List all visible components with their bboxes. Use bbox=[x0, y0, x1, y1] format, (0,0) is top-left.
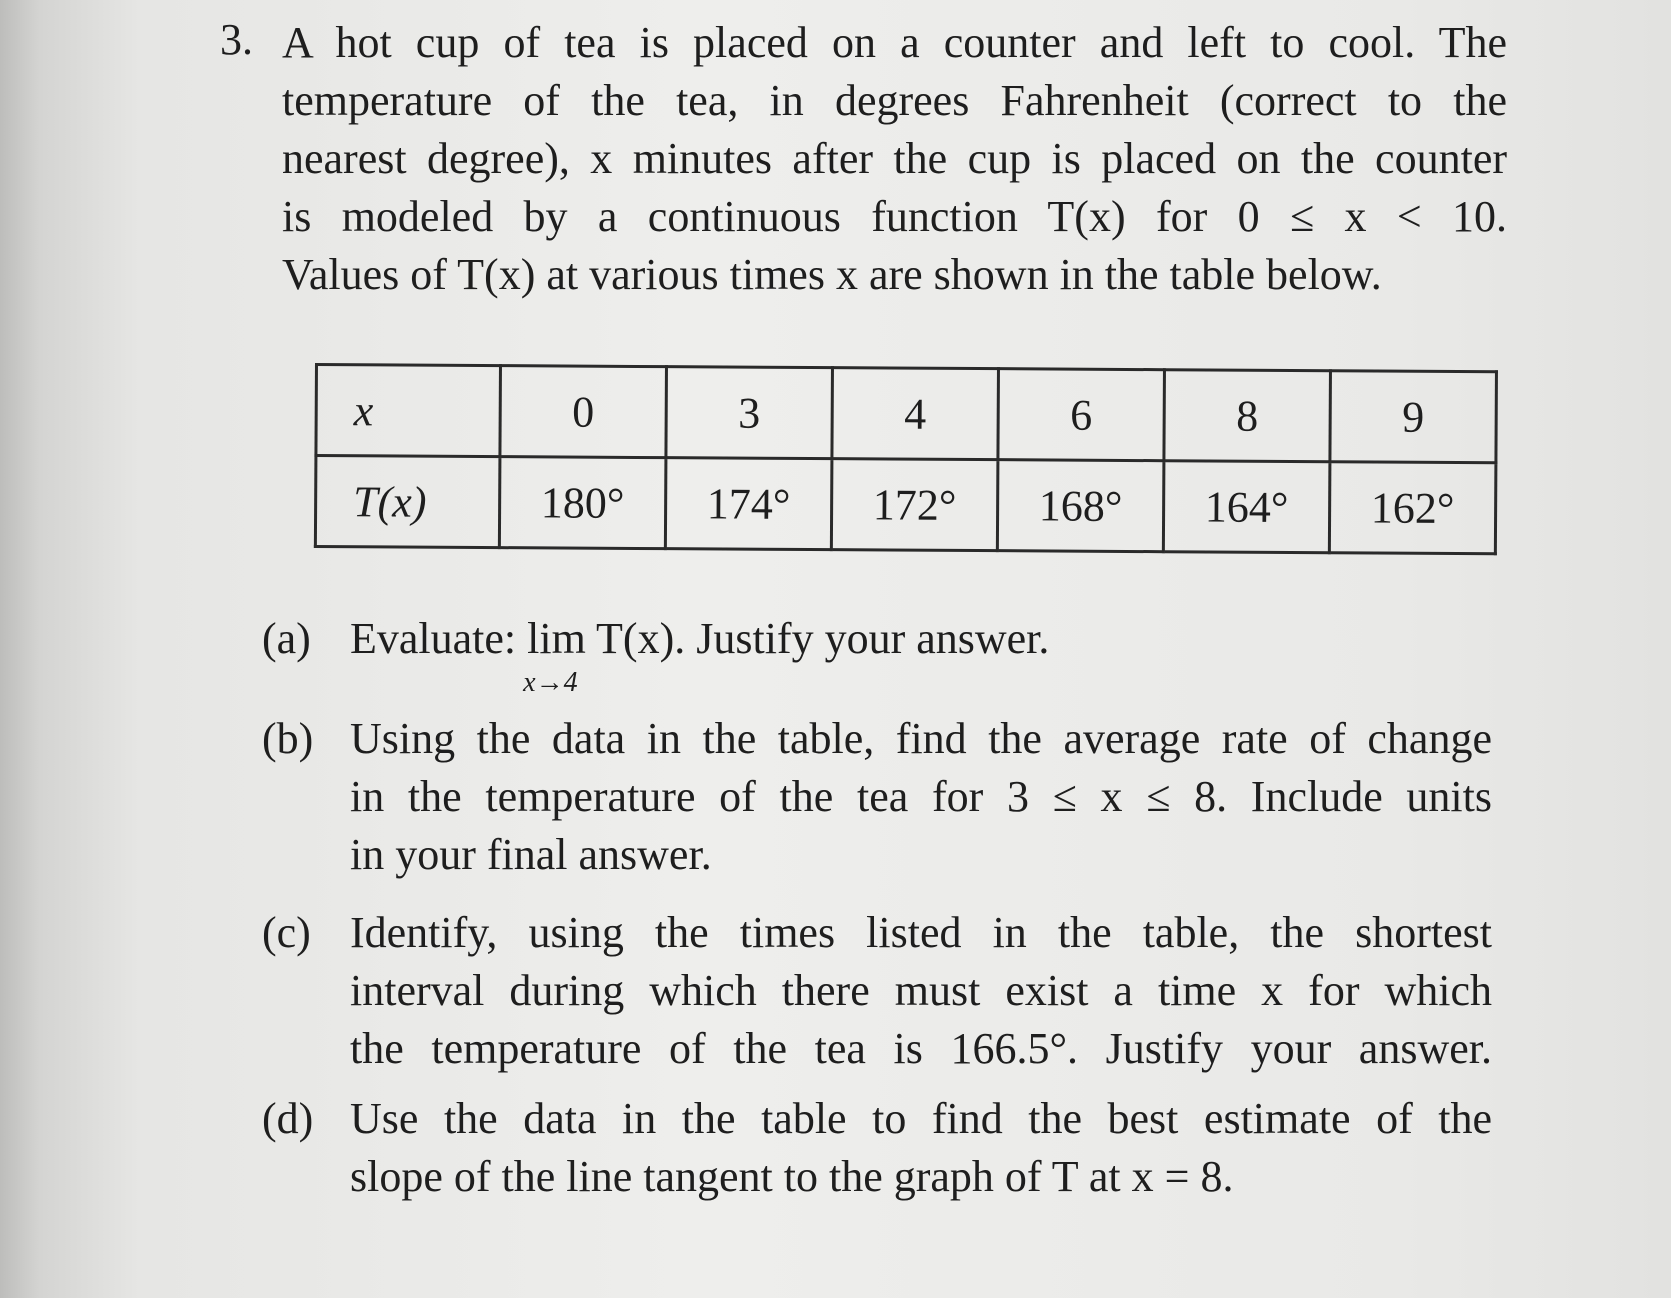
part-d bbox=[262, 1090, 1492, 1206]
part-b-line: Using the data in the table, find the average rate of change bbox=[350, 714, 1492, 763]
part-d-body bbox=[350, 1090, 1492, 1206]
values-table-container bbox=[314, 363, 1498, 555]
stem-line: nearest degree), x minutes after the cup is placed on the counter bbox=[282, 134, 1507, 183]
part-d-line: Use the data in the table to find the best estimate of the bbox=[350, 1094, 1492, 1143]
part-b-line: in your final answer. bbox=[350, 830, 712, 879]
part-a-suffix: T(x). Justify your answer. bbox=[596, 614, 1050, 663]
part-c-line: the temperature of the tea is 166.5°. Justify your answer. bbox=[350, 1024, 1492, 1073]
stem-line: is modeled by a continuous function T(x) for 0 ≤ x < 10. bbox=[282, 192, 1507, 241]
t-value-cell: 174° bbox=[665, 458, 832, 550]
values-table bbox=[314, 363, 1498, 555]
table-row-x bbox=[316, 365, 1497, 463]
part-b bbox=[262, 710, 1492, 884]
part-a bbox=[262, 610, 1492, 698]
part-d-line: slope of the line tangent to the graph of T at x = 8. bbox=[350, 1152, 1234, 1201]
t-value-cell: 180° bbox=[499, 457, 666, 549]
limit-word: lim bbox=[527, 614, 586, 663]
x-value-cell: 9 bbox=[1330, 371, 1497, 463]
problem-number: 3. bbox=[220, 15, 253, 64]
row-header-t: T(x) bbox=[315, 456, 500, 548]
x-value-cell: 8 bbox=[1164, 370, 1331, 462]
stem-line: Values of T(x) at various times x are shown in the table below. bbox=[282, 250, 1382, 299]
table-row-t bbox=[315, 456, 1496, 554]
row-header-x: x bbox=[316, 365, 501, 457]
limit-expression bbox=[523, 610, 586, 698]
t-value-cell: 162° bbox=[1329, 462, 1496, 554]
x-value-cell: 6 bbox=[998, 369, 1165, 461]
question-parts bbox=[262, 610, 1492, 1218]
t-value-cell: 172° bbox=[831, 459, 998, 551]
stem-line: A hot cup of tea is placed on a counter and left to cool. The bbox=[282, 18, 1507, 67]
x-value-cell: 0 bbox=[500, 366, 667, 458]
stem-line: temperature of the tea, in degrees Fahrenheit (correct to the bbox=[282, 76, 1507, 125]
part-b-body bbox=[350, 710, 1492, 884]
part-c bbox=[262, 904, 1492, 1078]
part-b-line: in the temperature of the tea for 3 ≤ x ≤ 8. Include units bbox=[350, 772, 1492, 821]
part-b-label: (b) bbox=[262, 714, 314, 763]
part-a-prefix: Evaluate: bbox=[350, 614, 517, 663]
part-a-body bbox=[350, 610, 1492, 698]
limit-subscript: x→4 bbox=[523, 667, 578, 698]
t-value-cell: 164° bbox=[1163, 461, 1330, 553]
problem-stem bbox=[282, 14, 1507, 304]
part-a-label: (a) bbox=[262, 614, 311, 663]
part-c-line: Identify, using the times listed in the table, the shortest bbox=[350, 908, 1492, 957]
part-c-label: (c) bbox=[262, 908, 311, 957]
part-c-body bbox=[350, 904, 1492, 1078]
t-value-cell: 168° bbox=[997, 460, 1164, 552]
x-value-cell: 3 bbox=[666, 367, 833, 459]
part-d-label: (d) bbox=[262, 1094, 314, 1143]
x-value-cell: 4 bbox=[832, 368, 999, 460]
part-c-line: interval during which there must exist a time x for which bbox=[350, 966, 1492, 1015]
